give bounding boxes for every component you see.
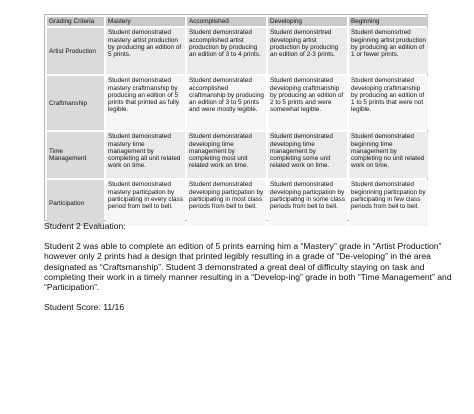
rubric-cell: Student demonstrated beginnning particpation by participating in few class periods from bell to bell. [349, 180, 428, 226]
student-score: Student Score: 11/16 [44, 302, 125, 313]
criteria-label: Time Management [47, 132, 104, 178]
header-beginning: Beginning [349, 17, 428, 26]
rubric-cell: Student demonstrated developing time management by completing some unit related work on time. [268, 132, 347, 178]
rubric-table [45, 15, 430, 228]
header-accomplished: Accomplished [187, 17, 266, 26]
rubric-cell: Student demonstrated accomplished artist production by producing an edition of 3 to 4 prints. [187, 28, 266, 74]
rubric-cell: Student demonstrated developing particpation by participating in most class periods from bell to bell. [187, 180, 266, 226]
rubric-row-artist-production [47, 28, 428, 74]
rubric-header-row [47, 17, 428, 26]
rubric-cell: Student demonsrtred beginning artist production by producing an edition of 1 or fewer prints. [349, 28, 428, 74]
rubric-cell: Student demonstrated mastery time management by completing all unit related work on time. [106, 132, 185, 178]
rubric-cell: Student demonstrated beginning time management by completing no unit related work on time. [349, 132, 428, 178]
header-developing: Developing [268, 17, 347, 26]
rubric-table-container [44, 14, 428, 221]
rubric-cell: Student demonstrated mastery craftmanship by producing an edition of 5 prints that printed as fully legible. [106, 76, 185, 130]
rubric-cell: Student demonstrated accomplished craftmanship by producing an edition of 3 to 5 prints and were mostly legible. [187, 76, 266, 130]
rubric-cell: Student demonstrated mastery particpation by participating in every class period from bell to bell. [106, 180, 185, 226]
criteria-label: Craftmanship [47, 76, 104, 130]
rubric-cell: Student demonstrtred developing artist production by producing an edition of 2-3 prints. [268, 28, 347, 74]
criteria-label: Participation [47, 180, 104, 226]
rubric-cell: Student demonstrated mastery artist production by producing an edition of 5 prints. [106, 28, 185, 74]
evaluation-section [44, 221, 454, 312]
rubric-cell: Student demonstrated developing particpation by participating in some class periods from bell to bell. [268, 180, 347, 226]
rubric-cell: Student demonstrated developing craftmanship by producing an edition of 2 to 5 prints and were somewhat legible. [268, 76, 347, 130]
rubric-cell: Student demonstrated developing time management by completing most unit related work on time. [187, 132, 266, 178]
header-mastery: Mastery [106, 17, 185, 26]
rubric-row-time-management [47, 132, 428, 178]
criteria-label: Artist Production [47, 28, 104, 74]
rubric-row-craftmanship [47, 76, 428, 130]
evaluation-body: Student 2 was able to complete an edition of 5 prints earning him a “Mastery” grade in “Artist Production” however only 2 prints had a design that printed legibly resulting in a grade of “De-veloping” in the area designated as “Craftsmanship”. Student 3 demonstrated a great deal of difficulty staying on task and completing their work in a timely manner resulting in a “Develop-ing” grade in both “Time Management” and “Participation”. [44, 241, 452, 293]
evaluation-title: Student 2 Evaluation: [44, 221, 126, 231]
header-grading-criteria: Grading Criteria [47, 17, 104, 26]
rubric-row-participation [47, 180, 428, 226]
rubric-cell: Student demonstrated developing craftmanship by producing an edition of 1 to 5 prints that were not legible. [349, 76, 428, 130]
